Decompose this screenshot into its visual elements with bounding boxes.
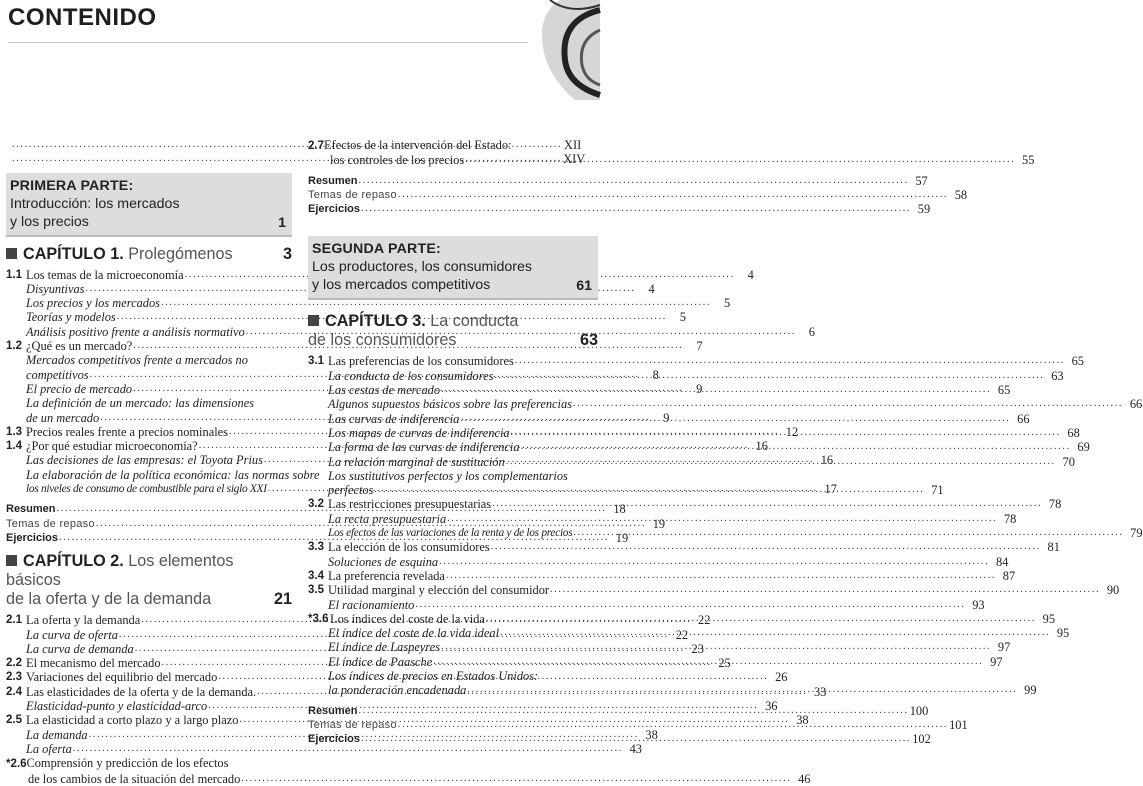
entry-text: Utilidad marginal y elección del consumidor <box>328 583 550 598</box>
dot-leader <box>485 612 1037 626</box>
page-number: 93 <box>972 597 985 612</box>
entry-text: La oferta <box>26 741 72 756</box>
toc-subsection-entry[interactable] <box>6 396 292 410</box>
toc-section-entry[interactable] <box>308 583 1120 598</box>
page-number: 95 <box>1042 611 1056 626</box>
chapter-1-label: CAPÍTULO 1. <box>23 244 124 263</box>
entry-text: Las preferencias de los consumidores <box>328 354 514 369</box>
entry-text: ¿Qué es un mercado? <box>26 339 133 354</box>
toc-subsection-entry[interactable] <box>308 411 1030 426</box>
page-number: 63 <box>1051 368 1064 383</box>
toc-section-entry[interactable] <box>6 756 292 771</box>
entry-text: La preferencia revelada <box>328 568 445 583</box>
toc-section-entry[interactable] <box>308 354 1084 369</box>
dot-leader <box>466 683 1018 697</box>
chapter-2-label: CAPÍTULO 2. <box>23 552 124 571</box>
section-number: 3.2 <box>308 498 324 511</box>
dot-leader <box>432 655 984 669</box>
page-number: 46 <box>798 771 811 786</box>
part-two-title-2: y los mercados competitivos <box>312 277 491 294</box>
page-number: 87 <box>1002 568 1016 583</box>
dot-leader <box>490 540 1042 554</box>
entry-text: Los temas de la microeconomía <box>26 267 184 282</box>
page-number: 16 <box>820 453 834 468</box>
entry-text: La elección de los consumidores <box>328 540 490 555</box>
chapter-3-title-2: de los consumidores <box>308 331 457 350</box>
part-one-box[interactable] <box>6 173 292 237</box>
part-one-title-2: y los precios <box>10 213 89 230</box>
entry-text: La conducta de los consumidores <box>328 368 494 383</box>
entry-text: ¿Por qué estudiar microeconomía? <box>26 439 198 454</box>
entry-text: Teorías y modelos <box>26 310 116 325</box>
page-number: 25 <box>718 656 731 671</box>
part-one-name: PRIMERA PARTE: <box>10 177 134 194</box>
page-number: 9 <box>696 381 703 396</box>
section-number: 1.3 <box>6 425 22 438</box>
page-number: 78 <box>1003 511 1017 526</box>
dot-leader <box>549 583 1101 597</box>
toc-section-entry[interactable] <box>308 138 598 153</box>
corner-decoration <box>520 0 600 100</box>
dot-leader <box>358 174 910 188</box>
dot-leader <box>491 497 1043 511</box>
page-number: 65 <box>997 383 1011 398</box>
dot-leader <box>464 153 1016 167</box>
toc-extra-entry[interactable] <box>308 202 931 217</box>
entry-text: Temas de repaso <box>308 718 397 731</box>
toc-extra-entry[interactable] <box>308 187 968 202</box>
dot-leader <box>505 455 1057 469</box>
entry-text: Las elasticidades de la oferta y de la demanda. <box>26 684 257 699</box>
page-number: 38 <box>796 713 809 728</box>
page-number: XIV <box>563 152 586 167</box>
entry-text: Los índices de precios en Estados Unidos: <box>328 669 539 684</box>
page-number: 90 <box>1106 583 1120 598</box>
entry-text: Variaciones del equilibrio del mercado <box>26 670 218 685</box>
square-icon <box>6 248 17 259</box>
page-number: XII <box>564 138 582 152</box>
page-number: 102 <box>912 732 931 747</box>
dot-leader <box>358 704 910 718</box>
page-number: 66 <box>1017 411 1030 426</box>
entry-text: Efectos de la intervención del Estado: <box>324 138 512 152</box>
chapter-2-title-1: Los elementos básicos <box>6 552 234 590</box>
entry-text: de los cambios de la situación del mercado <box>28 771 241 786</box>
toc-subsection-entry[interactable] <box>6 296 731 311</box>
page-number: 23 <box>691 641 704 656</box>
page-number: 22 <box>675 627 689 642</box>
dot-leader <box>438 555 990 569</box>
entry-text: El racionamiento <box>328 597 415 612</box>
toc-subsection-entry[interactable] <box>308 153 1035 168</box>
chapter-3-title-1: La conducta <box>430 312 519 331</box>
dot-leader <box>240 772 792 786</box>
page-number: 6 <box>808 324 815 339</box>
dot-leader <box>510 426 1062 440</box>
entry-text: La forma de las curvas de indiferencia <box>328 440 520 455</box>
entry-text: La oferta y la demanda <box>26 613 141 628</box>
entry-text: Resumen <box>308 174 358 187</box>
entry-text: Resumen <box>308 704 358 717</box>
entry-text: El índice del coste de la vida ideal <box>328 626 500 641</box>
title-rule <box>8 42 528 43</box>
page-number: 43 <box>629 741 642 756</box>
square-icon <box>6 555 17 566</box>
toc-section-entry[interactable] <box>308 568 1016 583</box>
section-number: *3.6 <box>308 612 329 625</box>
section-number: 3.5 <box>308 584 324 597</box>
dot-leader <box>499 626 1051 640</box>
page-number: 18 <box>613 502 626 517</box>
entry-text: Comprensión y predicción de los efectos <box>26 756 229 771</box>
page-number: 59 <box>917 202 931 217</box>
page-number: 66 <box>1129 397 1143 412</box>
entry-text: Las curvas de indiferencia <box>328 411 460 426</box>
entry-text: La elasticidad a corto plazo y a largo plazo <box>26 713 239 728</box>
section-number: 2.5 <box>6 714 22 727</box>
dot-leader <box>520 440 1072 454</box>
toc-subsection-entry[interactable] <box>6 353 292 367</box>
entry-text: Disyuntivas <box>26 281 85 296</box>
toc-extra-entry[interactable] <box>308 173 928 188</box>
section-number: *2.6 <box>6 758 27 771</box>
entry-text: los controles de los precios <box>330 153 465 168</box>
toc-subsection-entry[interactable] <box>6 741 642 756</box>
entry-text: Los efectos de las variaciones de la renta y de los precios <box>328 527 573 540</box>
entry-text: Soluciones de esquina <box>328 554 439 569</box>
entry-text: Algunos supuestos básicos sobre las preferencias <box>328 397 573 412</box>
chapter-3-heading[interactable] <box>308 312 598 350</box>
page-number: 4 <box>747 267 754 282</box>
dot-leader <box>514 354 1066 368</box>
page-number: 71 <box>931 483 944 498</box>
page-number: 19 <box>652 516 666 531</box>
entry-text: Las restricciones presupuestarias <box>328 497 492 512</box>
section-number: 2.1 <box>6 614 22 627</box>
page-number: 95 <box>1056 626 1070 641</box>
toc-subsection-entry[interactable] <box>308 469 598 483</box>
entry-text: Los índices del coste de la vida <box>330 611 485 626</box>
part-two-page: 61 <box>576 278 592 295</box>
page-number: 12 <box>785 424 799 439</box>
section-number: 2.2 <box>6 657 22 670</box>
entry-text: Análisis positivo frente a análisis normativo <box>26 324 245 339</box>
dot-leader <box>440 640 992 654</box>
dot-leader <box>445 569 997 583</box>
part-two-title-1: Los productores, los consumidores <box>312 259 533 276</box>
entry-text: El índice de Laspeyres <box>328 640 441 655</box>
entry-text: La curva de demanda <box>26 641 134 656</box>
chapter-1-page: 3 <box>282 244 292 263</box>
toc-subsection-entry[interactable] <box>308 397 1143 412</box>
entry-text: Resumen <box>6 503 56 516</box>
entry-text: La curva de oferta <box>26 627 118 642</box>
page-number: 65 <box>1071 354 1084 369</box>
page-number: 36 <box>765 699 778 714</box>
square-icon <box>308 315 319 326</box>
page-number: 97 <box>997 640 1011 655</box>
entry-text: Precios reales frente a precios nominales <box>26 424 228 439</box>
dot-leader <box>414 598 966 612</box>
page-number: 101 <box>949 717 968 732</box>
chapter-1-heading[interactable] <box>6 245 292 264</box>
page-number: 4 <box>648 281 655 296</box>
part-one-title-1: Introducción: los mercados <box>10 195 180 212</box>
page-number: 5 <box>724 296 731 311</box>
entry-text: Elasticidad-punto y elasticidad-arco <box>26 699 208 714</box>
dot-leader <box>572 526 1124 540</box>
toc-subsection-entry[interactable] <box>308 368 1064 383</box>
toc-subsection-entry[interactable] <box>308 597 985 612</box>
page-number: 58 <box>954 187 968 202</box>
page-number: 100 <box>909 703 929 718</box>
page-number: 33 <box>813 684 827 699</box>
dot-leader <box>459 412 1011 426</box>
page-number: 17 <box>824 482 837 497</box>
toc-subsection-entry[interactable] <box>6 324 815 339</box>
section-number: 1.4 <box>6 440 22 453</box>
chapter-2-heading[interactable] <box>6 552 292 609</box>
dot-leader <box>572 397 1124 411</box>
chapter-1-title: Prolegómenos <box>128 244 233 263</box>
page-number: 97 <box>990 654 1003 669</box>
toc-subsection-entry[interactable] <box>6 467 320 482</box>
entry-text: Mercados competitivos frente a mercados no <box>26 353 248 368</box>
page-number: 69 <box>1077 440 1090 455</box>
page-number: 19 <box>615 530 629 545</box>
page-number: 81 <box>1047 540 1060 555</box>
toc-subsection-entry[interactable] <box>308 383 1011 398</box>
page-number: 57 <box>915 173 928 188</box>
page-number: 79 <box>1130 526 1143 541</box>
part-one-page: 1 <box>278 214 286 231</box>
entry-text: los niveles de consumo de combustible para el siglo XXI <box>26 483 267 496</box>
entry-text: El índice de Paasche <box>328 654 433 669</box>
toc-subsection-entry[interactable] <box>308 669 598 683</box>
page-number: 9 <box>663 410 670 425</box>
dot-leader <box>360 732 912 746</box>
section-number: 2.7 <box>308 140 324 152</box>
page-number: 26 <box>775 670 788 685</box>
entry-text: La demanda <box>26 727 88 742</box>
entry-text: la ponderación encadenada <box>328 683 467 698</box>
part-two-name: SEGUNDA PARTE: <box>312 241 441 258</box>
toc-subsection-entry[interactable] <box>308 554 1009 569</box>
chapter-2-continued <box>308 138 1035 168</box>
entry-text: Ejercicios <box>6 531 58 544</box>
page-number: 78 <box>1048 497 1062 512</box>
page-number: 22 <box>698 613 711 628</box>
entry-text: La elaboración de la política económica: las normas sobre <box>26 467 320 482</box>
page-number: 99 <box>1024 683 1037 698</box>
entry-text: perfectos <box>328 483 374 498</box>
chapter-3-page: 63 <box>579 331 598 350</box>
entry-text: Ejercicios <box>308 203 360 216</box>
page-number: 5 <box>679 310 686 325</box>
chapter-2-extras <box>308 173 968 217</box>
entry-text: El precio de mercado <box>26 381 133 396</box>
entry-text: Los mapas de curvas de indiferencia <box>328 425 510 440</box>
entry-text: Ejercicios <box>308 733 360 746</box>
entry-text: Las cestas de mercado <box>328 383 441 398</box>
dot-leader <box>440 383 992 397</box>
part-two-box[interactable] <box>308 236 598 300</box>
entry-text: Las decisiones de las empresas: el Toyota Prius <box>26 453 263 468</box>
entry-text: La definición de un mercado: las dimensiones <box>26 396 255 411</box>
page-number: 68 <box>1067 425 1080 440</box>
entry-text: Los precios y los mercados <box>26 296 160 311</box>
section-number: 2.3 <box>6 671 22 684</box>
page-number: 55 <box>1022 153 1035 168</box>
dot-leader <box>360 202 912 216</box>
page-number: 38 <box>645 727 658 742</box>
entry-text: La recta presupuestaria <box>328 511 447 526</box>
toc-section-entry[interactable] <box>308 540 1060 555</box>
dot-leader <box>397 188 949 202</box>
entry-text: competitivos <box>26 367 89 382</box>
section-number: 2.4 <box>6 685 22 698</box>
chapter-2-page: 21 <box>273 590 292 609</box>
section-number: 1.1 <box>6 268 22 281</box>
toc-subsection-entry[interactable] <box>6 771 811 786</box>
page-number: 8 <box>652 367 659 382</box>
section-number: 3.1 <box>308 355 324 368</box>
dot-leader <box>397 718 949 732</box>
chapter-2-title-2: de la oferta y de la demanda <box>6 590 212 609</box>
dot-leader <box>493 369 1045 383</box>
page-number: 70 <box>1062 454 1075 469</box>
entry-text: Temas de repaso <box>6 517 95 530</box>
entry-text: El mecanismo del mercado <box>26 656 161 671</box>
section-number: 1.2 <box>6 340 22 353</box>
page-title: CONTENIDO <box>8 4 157 31</box>
page-number: 7 <box>696 339 703 354</box>
dot-leader <box>373 483 925 497</box>
chapter-3-label: CAPÍTULO 3. <box>325 312 426 331</box>
entry-text: Temas de repaso <box>308 188 397 201</box>
dot-leader <box>446 512 998 526</box>
page-number: 84 <box>995 554 1009 569</box>
section-number: 3.4 <box>308 569 324 582</box>
section-number: 3.3 <box>308 541 324 554</box>
entry-text: Los sustitutivos perfectos y los complementarios <box>328 468 568 483</box>
entry-text: La relación marginal de sustitución <box>328 454 505 469</box>
entry-text: de un mercado <box>26 410 100 425</box>
page-number: 16 <box>755 439 768 454</box>
